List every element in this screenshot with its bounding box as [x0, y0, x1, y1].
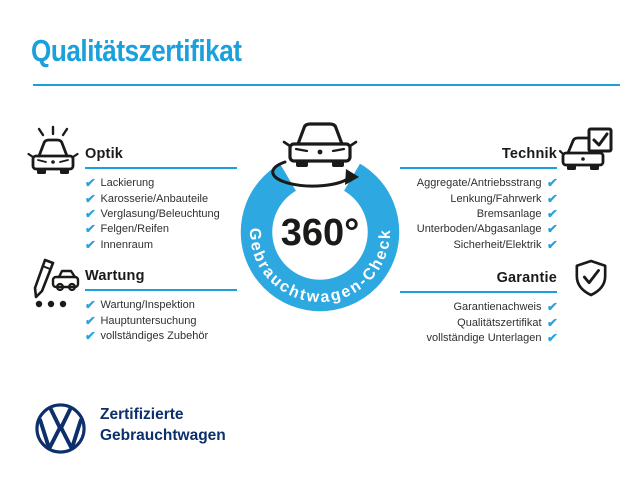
- checklist-label: Unterboden/Abgasanlage: [416, 223, 542, 236]
- checklist-label: Qualitätszertifikat: [457, 316, 542, 329]
- checklist-item: [400, 177, 557, 189]
- check-icon: ✔: [545, 222, 558, 237]
- checklist-label: Aggregate/Antriebsstrang: [416, 177, 542, 190]
- checklist-item: [85, 208, 237, 220]
- checklist-label: vollständiges Zubehör: [100, 329, 209, 342]
- checklist-item: [400, 193, 557, 205]
- section-heading-technik: Technik: [501, 146, 557, 162]
- checklist-label: Karosserie/Anbauteile: [100, 192, 209, 205]
- check-icon: ✔: [84, 176, 97, 191]
- checklist-item: [85, 315, 237, 327]
- check-icon: ✔: [545, 300, 558, 315]
- check-icon: ✔: [84, 191, 97, 206]
- checklist-item: [85, 223, 237, 235]
- section-heading-optik: Optik: [85, 146, 124, 162]
- checklist-garantie: [400, 301, 557, 344]
- check-icon: ✔: [84, 313, 97, 328]
- section-divider-wartung: [85, 289, 237, 291]
- vw-logo: [34, 402, 87, 455]
- check-icon: ✔: [84, 237, 97, 252]
- checklist-label: Sicherheit/Elektrik: [453, 238, 542, 251]
- checklist-item: [400, 332, 557, 344]
- checklist-label: Verglasung/Beleuchtung: [100, 207, 220, 220]
- checklist-label: Bremsanlage: [476, 207, 542, 220]
- checklist-label: Hauptuntersuchung: [100, 314, 197, 327]
- checklist-label: Felgen/Reifen: [100, 223, 169, 236]
- section-optik: [85, 146, 237, 254]
- check-icon: ✔: [84, 222, 97, 237]
- check-icon: ✔: [84, 328, 97, 343]
- section-divider-optik: [85, 167, 237, 169]
- section-divider-technik: [400, 167, 557, 169]
- pencil-car-icon: [26, 256, 80, 312]
- check-icon: ✔: [545, 206, 558, 221]
- checklist-item: [400, 317, 557, 329]
- check-icon: ✔: [545, 330, 558, 345]
- ring-label-text: Gebrauchtwagen-Check: [245, 227, 395, 307]
- checklist-label: Garantienachweis: [453, 301, 542, 314]
- section-technik: [400, 146, 557, 254]
- checklist-item: [400, 223, 557, 235]
- check-icon: ✔: [84, 298, 97, 313]
- checklist-label: Wartung/Inspektion: [100, 299, 195, 312]
- section-heading-garantie: Garantie: [496, 270, 557, 286]
- car-shine-icon: [27, 126, 79, 180]
- badge-360: [225, 112, 415, 317]
- check-icon: ✔: [545, 237, 558, 252]
- check-icon: ✔: [84, 206, 97, 221]
- shield-check-icon: [574, 259, 608, 297]
- section-divider-garantie: [400, 291, 557, 293]
- checklist-label: Lenkung/Fahrwerk: [450, 192, 542, 205]
- checklist-wartung: [85, 299, 237, 342]
- checklist-label: Lackierung: [100, 177, 155, 190]
- section-garantie: [400, 270, 557, 347]
- checklist-item: [85, 177, 237, 189]
- checklist-item: [85, 239, 237, 251]
- car-checkbox-icon: [560, 126, 614, 178]
- title-divider: [33, 84, 620, 86]
- checklist-item: [85, 330, 237, 342]
- section-heading-wartung: Wartung: [85, 268, 145, 284]
- checklist-optik: [85, 177, 237, 251]
- footer-claim: [100, 404, 226, 446]
- section-wartung: [85, 268, 237, 345]
- checklist-technik: [400, 177, 557, 251]
- checklist-item: [400, 208, 557, 220]
- check-icon: ✔: [545, 191, 558, 206]
- footer-claim-line2: Gebrauchtwagen: [100, 427, 226, 444]
- badge-center-label: 360°: [280, 212, 360, 254]
- checklist-item: [85, 193, 237, 205]
- footer-claim-line1: Zertifizierte: [100, 406, 184, 423]
- checklist-label: Innenraum: [100, 238, 154, 251]
- checklist-item: [85, 299, 237, 311]
- checklist-label: vollständige Unterlagen: [426, 331, 542, 344]
- page-title: Qualitätszertifikat: [31, 33, 242, 68]
- check-icon: ✔: [545, 176, 558, 191]
- checklist-item: [400, 239, 557, 251]
- checklist-item: [400, 301, 557, 313]
- check-icon: ✔: [545, 315, 558, 330]
